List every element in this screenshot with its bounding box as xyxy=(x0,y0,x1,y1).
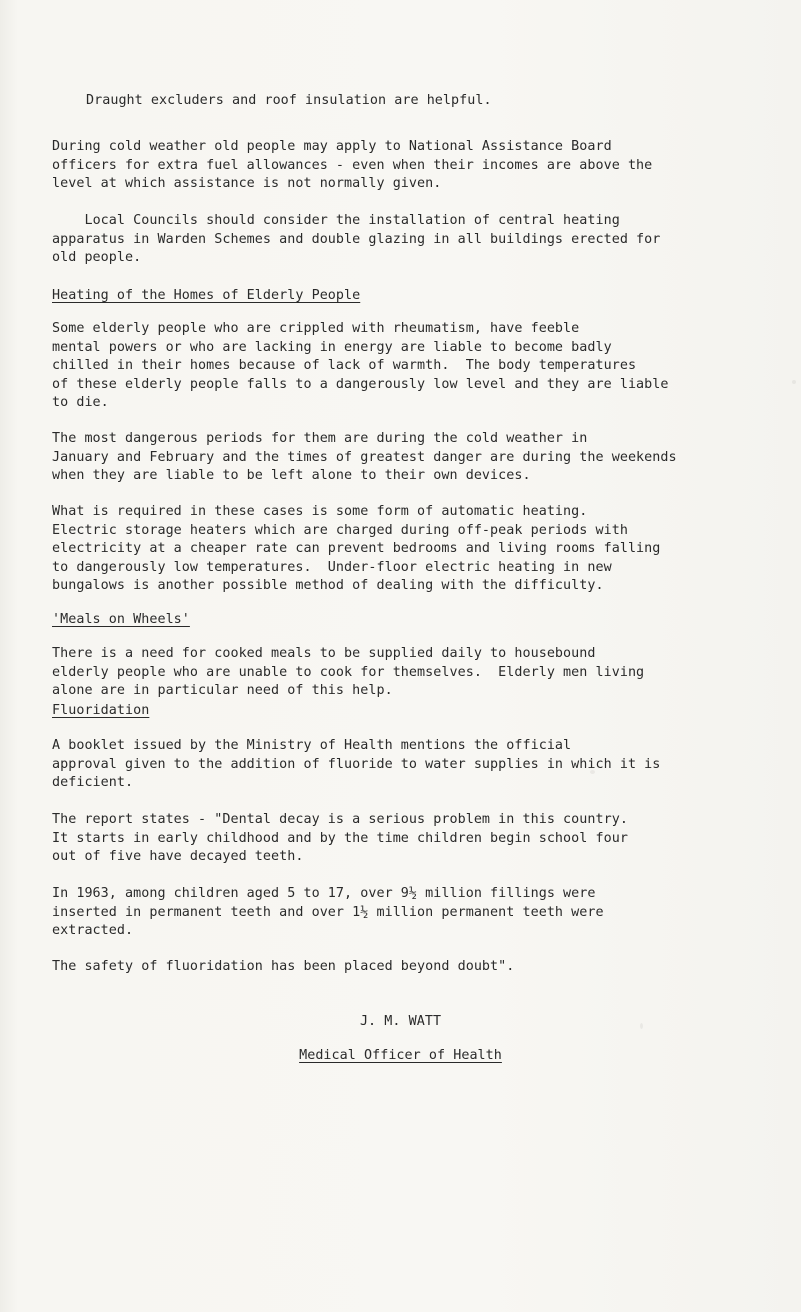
paragraph-booklet: A booklet issued by the Ministry of Health mentions the official approval given to the addition of fluoride to water supplies in which it is deficient. xyxy=(52,738,661,791)
paper-speck xyxy=(792,380,796,384)
paragraph-cooked-meals: There is a need for cooked meals to be supplied daily to housebound elderly people who are unable to cook for themselves. Elderly men living alone are in particular need of this help. xyxy=(52,646,645,699)
heading-fluoridation: Fluoridation xyxy=(52,703,150,718)
paragraph-draught-excluders: Draught excluders and roof insulation are helpful. xyxy=(86,93,492,108)
paragraph-local-councils: Local Councils should consider the installation of central heating apparatus in Warden Schemes and double glazing in all buildings erected for old people. xyxy=(52,213,661,266)
paragraph-dangerous-periods: The most dangerous periods for them are during the cold weather in January and February and the times of greatest danger are during the weekends when they are liable to be left alone to their own devices. xyxy=(52,431,677,484)
signature-name: J. M. WATT xyxy=(359,1014,442,1029)
paragraph-elderly-chilled: Some elderly people who are crippled with rheumatism, have feeble mental powers or who are lacking in energy are liable to become badly chilled in their homes because of lack of warmth. The body temperatures of these elderly people falls to a dangerously low level and they are liable to die. xyxy=(52,321,669,411)
paragraph-fillings-1963: In 1963, among children aged 5 to 17, over 9½ million fillings were inserted in permanent teeth and over 1½ million permanent teeth were extracted. xyxy=(52,886,604,939)
paper-speck xyxy=(590,770,595,774)
paragraph-fuel-allowances: During cold weather old people may apply to National Assistance Board officers for extra fuel allowances - even when their incomes are above the level at which assistance is not normally given. xyxy=(52,139,653,192)
heading-heating-homes: Heating of the Homes of Elderly People xyxy=(52,288,361,303)
paper-speck xyxy=(640,1023,643,1029)
paragraph-safety-fluoridation: The safety of fluoridation has been placed beyond doubt". xyxy=(52,959,515,974)
paragraph-automatic-heating: What is required in these cases is some form of automatic heating. Electric storage heaters which are charged during off-peak periods with electricity at a cheaper rate can prevent bedrooms and living rooms falling to dangerously low temperatures. Under-floor electric heating in new bungalows is another possible method of dealing with the difficulty. xyxy=(52,504,661,594)
paragraph-report-states: The report states - "Dental decay is a serious problem in this country. It starts in early childhood and by the time children begin school four out of five have decayed teeth. xyxy=(52,812,628,865)
heading-meals-on-wheels: 'Meals on Wheels' xyxy=(52,612,190,627)
signature-title: Medical Officer of Health xyxy=(299,1048,502,1063)
